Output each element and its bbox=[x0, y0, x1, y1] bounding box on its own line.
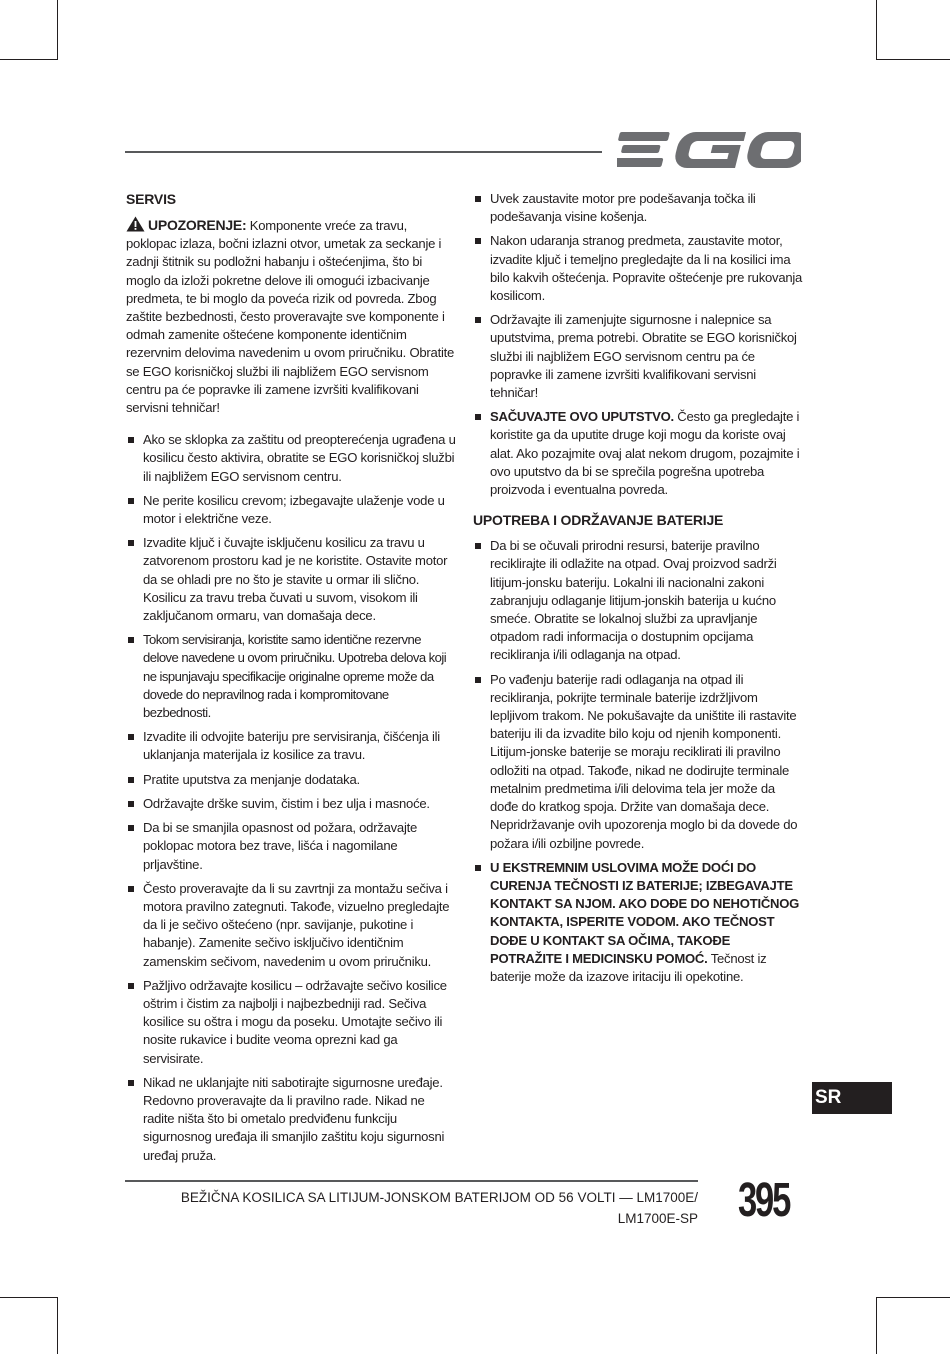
list-item bbox=[473, 408, 803, 499]
crop-mark bbox=[876, 1297, 950, 1298]
battery-bullet-list bbox=[473, 537, 803, 986]
footer-line-2: LM1700E-SP bbox=[617, 1211, 698, 1226]
left-column bbox=[126, 190, 456, 1171]
list-item: Da bi se očuvali prirodni resursi, baterije pravilno reciklirajte ili odlažite na otpad. Ovaj proizvod sadrži litijum-jonsku bateriju. Lokalni ili nacionalni zakoni zabranjuju odlaganje litijum-jonskih baterija u kućno smeće. Obratite se lokalnoj službi za upravljanje otpadom radi informacija o dostupnim opcijama recikliranja i/ili odlaganja na otpad. bbox=[473, 537, 803, 664]
servis-bullet-list-continued bbox=[473, 190, 803, 499]
list-item: Izvadite ili odvojite bateriju pre servisiranja, čišćenja ili uklanjanja materijala iz kosilice za travu. bbox=[126, 728, 456, 764]
list-item: Često proveravajte da li su zavrtnji za montažu sečiva i motora pravilno zategnuti. Takođe, vizuelno pregledajte da li je sečivo oštećeno (npr. savijanje, pukotine i habanje). Zamenite sečivo isključivo identičnim zamenskim sečivom, navedenim u ovom priručniku. bbox=[126, 880, 456, 971]
list-item: Održavajte drške suvim, čistim i bez ulja i masnoće. bbox=[126, 795, 456, 813]
list-item bbox=[473, 859, 803, 986]
footer-product-title bbox=[126, 1187, 698, 1229]
warning-triangle-icon bbox=[126, 216, 145, 232]
crop-mark bbox=[57, 1297, 58, 1354]
header-rule bbox=[125, 151, 602, 153]
ego-logo bbox=[617, 128, 801, 172]
crop-mark bbox=[0, 59, 58, 60]
keep-instructions-text: Često ga pregledajte i koristite ga da uputite druge koji mogu da koriste ovaj alat. Ako pozajmite ovaj alat nekom drugom, pozajmite i ovo uputstvo da bi se sprečila pogrešna upotreba proizvoda i eventualna povreda. bbox=[490, 409, 800, 498]
list-item: Nakon udaranja stranog predmeta, zaustavite motor, izvadite ključ i temeljno pregledajte da li na kosilici ima bilo kakvih oštećenja. Popravite oštećenje pre rukovanja kosilicom. bbox=[473, 232, 803, 305]
warning-label: UPOZORENJE: bbox=[148, 217, 247, 233]
list-item: Ne perite kosilicu crevom; izbegavajte ulaženje vode u motor i električne veze. bbox=[126, 492, 456, 528]
language-tab: SR bbox=[812, 1082, 892, 1114]
list-item: Tokom servisiranja, koristite samo identične rezervne delove navedene u ovom priručniku. Upotreba delova koji ne ispunjavaju specifikacije originalne opreme može da dovede do nepravilnog rada i kompromitovane bezbednosti. bbox=[126, 631, 456, 722]
list-item: Izvadite ključ i čuvajte isključenu kosilicu za travu u zatvorenom prostoru kad je ne koristite. Ostavite motor da se ohladi pre no što je stavite u ormar ili slično. Kosilicu za travu treba čuvati u suvom, visokom ili zaključanom ormaru, van domašaja dece. bbox=[126, 534, 456, 625]
right-column bbox=[473, 190, 803, 992]
extreme-conditions-warning: U EKSTREMNIM USLOVIMA MOŽE DOĆI DO CURENJA TEČNOSTI IZ BATERIJE; IZBEGAVAJTE KONTAKT SA NJOM. AKO DOĐE DO NEHOTIČNOG KONTAKTA, ISPERITE VODOM. AKO TEČNOST DOĐE U KONTAKT SA OČIMA, TAKOĐE POTRAŽITE I MEDICINSKU POMOĆ. bbox=[490, 859, 800, 966]
crop-mark bbox=[876, 1297, 877, 1354]
list-item: Pažljivo održavajte kosilicu – održavajte sečivo kosilice oštrim i čistim za najbolji i najbezbedniji rad. Sečiva kosilice su oštra i mogu da poseku. Umotajte sečivo ili nosite rukavice i budite veoma oprezni kad ga servisirate. bbox=[126, 977, 456, 1068]
crop-mark bbox=[876, 0, 877, 60]
footer-line-1: BEŽIČNA KOSILICA SA LITIJUM-JONSKOM BATERIJOM OD 56 VOLTI — LM1700E/ bbox=[180, 1190, 698, 1205]
extreme-conditions-text: Tečnost iz baterije može da izazove iritaciju ili opekotine. bbox=[490, 950, 767, 984]
warning-paragraph bbox=[126, 216, 456, 417]
list-item: Uvek zaustavite motor pre podešavanja točka ili podešavanja visine košenja. bbox=[473, 190, 803, 226]
list-item: Održavajte ili zamenjujte sigurnosne i nalepnice sa uputstvima, prema potrebi. Obratite se EGO korisničkoj službi ili najbližem EGO servisnom centru pa će popravke ili zamene izvršiti kvalifikovani servisni tehničar! bbox=[473, 311, 803, 402]
servis-heading: SERVIS bbox=[126, 191, 176, 207]
list-item: Po vađenju baterije radi odlaganja na otpad ili recikliranja, pokrijte terminale baterije izdržljivom lepljivom trakom. Ne pokušavajte da uništite ili rastavite bateriju ili da izvadite bilo koju od njenih komponenti. Litijum-jonske baterije se moraju reciklirati ili pravilno odložiti na otpad. Takođe, nikad ne dodirujte terminale metalnim predmetima i/ili delovima tela jer može da dođe do kratkog spoja. Držite van domašaja dece. Nepridržavanje ovih upozorenja moglo bi da dovede do požara i/ili ozbiljne povrede. bbox=[473, 671, 803, 853]
battery-heading: UPOTREBA I ODRŽAVANJE BATERIJE bbox=[473, 512, 724, 529]
footer-rule bbox=[125, 1180, 698, 1182]
keep-instructions-label: SAČUVAJTE OVO UPUTSTVO. bbox=[490, 409, 674, 425]
list-item: Ako se sklopka za zaštitu od preopterećenja ugrađena u kosilicu često aktivira, obratite se EGO korisničkoj službi ili najbližem EGO servisnom centru. bbox=[126, 431, 456, 486]
list-item: Pratite uputstva za menjanje dodataka. bbox=[126, 771, 456, 789]
servis-bullet-list bbox=[126, 431, 456, 1165]
list-item: Da bi se smanjila opasnost od požara, održavajte poklopac motora bez trave, lišća i nagomilane prljavštine. bbox=[126, 819, 456, 874]
warning-text: Komponente vreće za travu, poklopac izlaza, bočni izlazni otvor, umetak za seckanje i zadnji štitnik su podložni habanju i oštećenjima, što bi moglo da izloži pokretne delove ili omogući izbacivanje predmeta, te bi moglo da poveća rizik od povreda. Zbog zaštite bezbednosti, često proveravajte sve komponente i odmah zamenite oštećene komponente identičnim rezervnim delovima navedenim u ovom priručniku. Obratite se EGO korisničkoj službi ili najbližem EGO servisnom centru pa će popravke ili zamene izvršiti kvalifikovani servisni tehničar! bbox=[126, 218, 455, 416]
crop-mark bbox=[876, 59, 950, 60]
crop-mark bbox=[57, 0, 58, 60]
page-number: 395 bbox=[738, 1174, 790, 1227]
list-item: Nikad ne uklanjajte niti sabotirajte sigurnosne uređaje. Redovno proveravajte da li pravilno rade. Nikad ne radite ništa što bi ometalo predviđenu funkciju sigurnosnog uređaja ili smanjilo zaštitu koju sigurnosni uređaj pruža. bbox=[126, 1074, 456, 1165]
crop-mark bbox=[0, 1297, 58, 1298]
